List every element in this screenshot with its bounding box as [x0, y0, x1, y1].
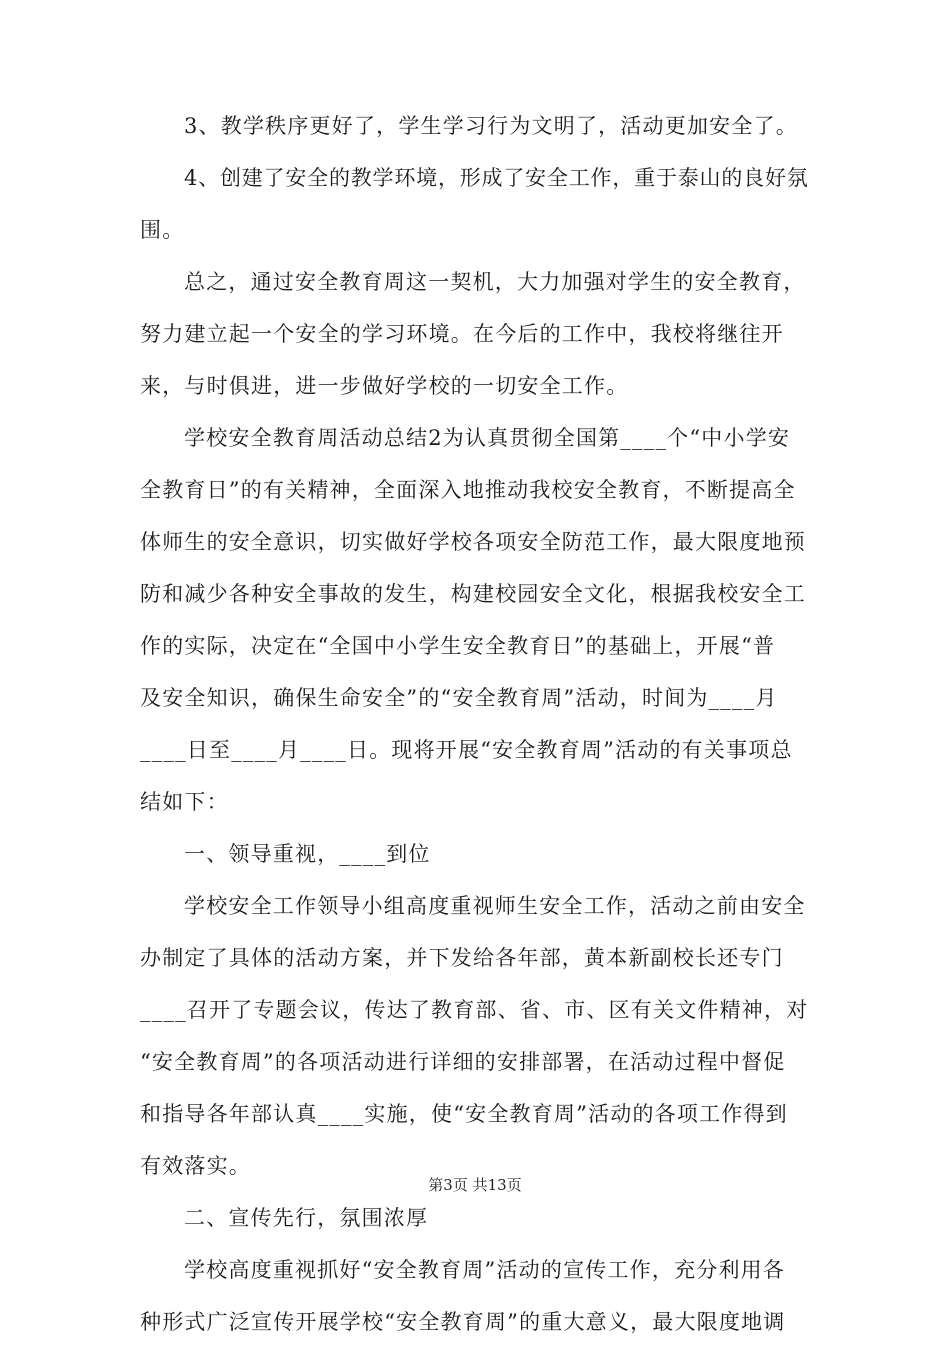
- text-line: 全教育日”的有关精神，全面深入地推动我校安全教育，不断提高全: [140, 478, 796, 502]
- text-line: 3、教学秩序更好了，学生学习行为文明了，活动更加安全了。: [184, 114, 798, 138]
- text-line: 种形式广泛宣传开展学校“安全教育周”的重大意义，最大限度地调: [140, 1310, 786, 1334]
- page-number: 第3页 共13页: [428, 1176, 522, 1194]
- text-line: 一、领导重视，____到位: [184, 842, 431, 866]
- text-line: 有效落实。: [140, 1154, 251, 1178]
- text-line: 作的实际，决定在“全国中小学生安全教育日”的基础上，开展“普: [140, 634, 776, 658]
- text-line: 办制定了具体的活动方案，并下发给各年部，黄本新副校长还专门: [140, 946, 784, 970]
- text-line: 来，与时俱进，进一步做好学校的一切安全工作。: [140, 374, 629, 398]
- text-line: 二、宣传先行，氛围浓厚: [184, 1206, 429, 1230]
- text-line: 和指导各年部认真____实施，使“安全教育周”活动的各项工作得到: [140, 1102, 788, 1126]
- text-line: 努力建立起一个安全的学习环境。在今后的工作中，我校将继往开: [140, 322, 784, 346]
- text-line: “安全教育周”的各项活动进行详细的安排部署，在活动过程中督促: [140, 1050, 786, 1074]
- document-body: [140, 100, 810, 1348]
- text-line: 防和减少各种安全事故的发生，构建校园安全文化，根据我校安全工: [140, 582, 806, 606]
- text-line: 结如下：: [140, 790, 229, 814]
- text-line: 学校高度重视抓好“安全教育周”活动的宣传工作，充分利用各: [184, 1258, 786, 1282]
- text-line: 4、创建了安全的教学环境，形成了安全工作，重于泰山的良好氛: [184, 166, 809, 190]
- text-line: 围。: [140, 218, 185, 242]
- text-line: 总之，通过安全教育周这一契机，大力加强对学生的安全教育，: [184, 270, 806, 294]
- text-line: 学校安全工作领导小组高度重视师生安全工作，活动之前由安全: [184, 894, 806, 918]
- text-line: 及安全知识，确保生命安全”的“安全教育周”活动，时间为____月: [140, 686, 778, 710]
- text-line: ____日至____月____日。现将开展“安全教育周”活动的有关事项总: [140, 738, 793, 762]
- text-line: 学校安全教育周活动总结2为认真贯彻全国第____个“中小学安: [184, 426, 791, 450]
- text-line: 体师生的安全意识，切实做好学校各项安全防范工作，最大限度地预: [140, 530, 806, 554]
- text-line: ____召开了专题会议，传达了教育部、省、市、区有关文件精神，对: [140, 998, 809, 1022]
